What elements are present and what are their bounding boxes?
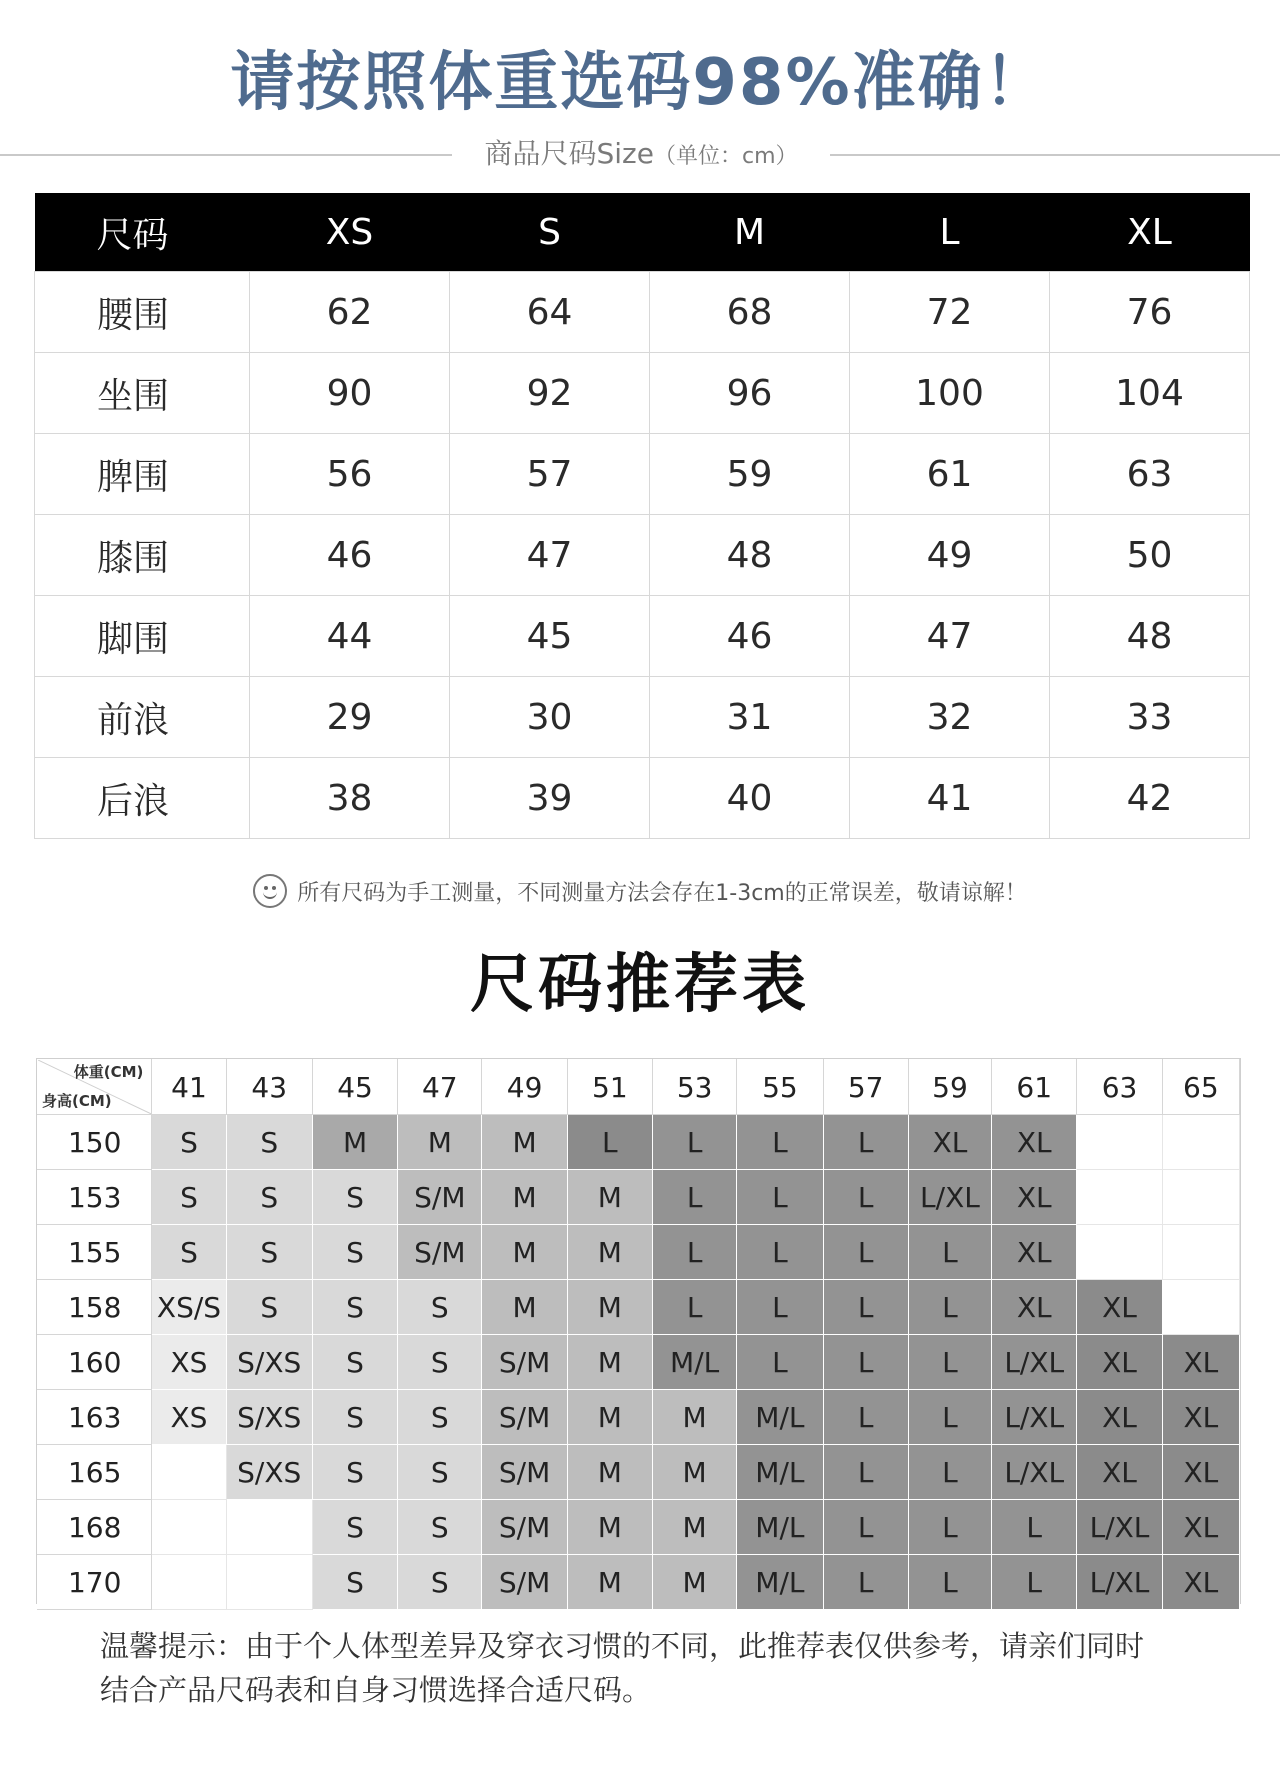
size-recommendation-cell: L/XL xyxy=(908,1170,991,1225)
size-recommendation-cell: S/M xyxy=(398,1225,482,1280)
measure-value: 68 xyxy=(650,272,850,353)
subtitle-main: 商品尺码Size xyxy=(484,137,654,170)
size-row xyxy=(35,515,1250,596)
measure-value: 92 xyxy=(450,353,650,434)
recommend-row xyxy=(38,1390,1240,1445)
size-header-cell: S xyxy=(450,193,650,272)
corner-cell xyxy=(38,1060,152,1115)
size-recommendation-cell: XL xyxy=(992,1225,1077,1280)
size-recommendation-cell: L xyxy=(823,1170,908,1225)
size-recommendation-cell: S/M xyxy=(482,1445,567,1500)
size-recommendation-cell: M xyxy=(567,1335,652,1390)
size-recommendation-cell xyxy=(1162,1225,1239,1280)
height-label: 163 xyxy=(38,1390,152,1445)
weight-header: 55 xyxy=(737,1060,823,1115)
size-recommendation-cell: M/L xyxy=(737,1500,823,1555)
measure-value: 40 xyxy=(650,758,850,839)
size-recommendation-cell: XL xyxy=(1162,1390,1239,1445)
size-recommendation-cell: M xyxy=(482,1225,567,1280)
size-recommendation-cell: XS xyxy=(152,1390,226,1445)
size-recommendation-cell: L/XL xyxy=(992,1335,1077,1390)
size-recommendation-cell: L xyxy=(823,1225,908,1280)
height-label: 168 xyxy=(38,1500,152,1555)
weight-header: 65 xyxy=(1162,1060,1239,1115)
size-recommendation-cell: S xyxy=(312,1445,397,1500)
size-recommendation-cell xyxy=(1077,1170,1162,1225)
size-recommendation-cell xyxy=(226,1500,312,1555)
size-recommendation-cell: S/XS xyxy=(226,1445,312,1500)
measure-value: 30 xyxy=(450,677,650,758)
size-row xyxy=(35,758,1250,839)
size-recommendation-cell: S/M xyxy=(482,1555,567,1610)
size-recommendation-cell: L xyxy=(908,1335,991,1390)
size-table-header xyxy=(35,193,1250,272)
measure-value: 44 xyxy=(250,596,450,677)
size-recommendation-cell: M xyxy=(482,1280,567,1335)
size-recommendation-cell: S xyxy=(226,1280,312,1335)
recommend-table xyxy=(37,1059,1240,1610)
measure-label: 脾围 xyxy=(35,434,250,515)
size-recommendation-cell: S xyxy=(398,1500,482,1555)
size-recommendation-cell: L xyxy=(823,1390,908,1445)
size-recommendation-cell: L xyxy=(992,1500,1077,1555)
weight-header: 53 xyxy=(653,1060,737,1115)
size-recommendation-cell: M xyxy=(653,1445,737,1500)
measure-label: 腰围 xyxy=(35,272,250,353)
size-recommendation-cell: S xyxy=(226,1225,312,1280)
size-recommendation-cell: M xyxy=(653,1500,737,1555)
weight-header: 47 xyxy=(398,1060,482,1115)
size-recommendation-cell: L xyxy=(908,1555,991,1610)
size-recommendation-cell: L xyxy=(737,1335,823,1390)
size-recommendation-cell: M xyxy=(567,1445,652,1500)
size-recommendation-cell: S xyxy=(312,1225,397,1280)
size-recommendation-cell: S xyxy=(312,1280,397,1335)
measure-label: 脚围 xyxy=(35,596,250,677)
measure-value: 50 xyxy=(1050,515,1250,596)
height-label: 160 xyxy=(38,1335,152,1390)
size-recommendation-cell: L xyxy=(823,1115,908,1170)
size-recommendation-cell: L xyxy=(653,1280,737,1335)
tip-line-1: 温馨提示：由于个人体型差异及穿衣习惯的不同，此推荐表仅供参考，请亲们同时 xyxy=(100,1629,1145,1663)
size-recommendation-cell: L xyxy=(567,1115,652,1170)
size-recommendation-cell: S xyxy=(312,1555,397,1610)
size-header-cell: XS xyxy=(250,193,450,272)
size-recommendation-cell xyxy=(152,1445,226,1500)
recommend-row xyxy=(38,1500,1240,1555)
size-recommendation-cell xyxy=(152,1500,226,1555)
size-recommendation-cell: L xyxy=(823,1280,908,1335)
recommend-row xyxy=(38,1555,1240,1610)
size-recommendation-cell: S/M xyxy=(482,1390,567,1445)
weight-axis-label: 体重(CM) xyxy=(73,1063,144,1081)
recommend-row xyxy=(38,1170,1240,1225)
measure-value: 96 xyxy=(650,353,850,434)
size-recommendation-cell: M/L xyxy=(737,1390,823,1445)
size-recommendation-cell: XL xyxy=(1077,1335,1162,1390)
size-recommendation-cell: L xyxy=(737,1115,823,1170)
measure-value: 49 xyxy=(850,515,1050,596)
measure-value: 56 xyxy=(250,434,450,515)
size-recommendation-cell: M xyxy=(482,1115,567,1170)
measure-value: 100 xyxy=(850,353,1050,434)
recommend-row xyxy=(38,1115,1240,1170)
measure-label: 后浪 xyxy=(35,758,250,839)
tip xyxy=(100,1624,1220,1712)
size-recommendation-cell: M/L xyxy=(737,1445,823,1500)
weight-header: 49 xyxy=(482,1060,567,1115)
size-recommendation-cell: L xyxy=(823,1500,908,1555)
recommend-row xyxy=(38,1445,1240,1500)
size-recommendation-cell: L xyxy=(908,1390,991,1445)
measure-value: 90 xyxy=(250,353,450,434)
size-recommendation-cell xyxy=(226,1555,312,1610)
size-recommendation-cell: S xyxy=(152,1225,226,1280)
measure-label: 前浪 xyxy=(35,677,250,758)
measure-value: 48 xyxy=(1050,596,1250,677)
size-recommendation-cell xyxy=(1077,1225,1162,1280)
measure-value: 62 xyxy=(250,272,450,353)
size-recommendation-cell: L xyxy=(737,1280,823,1335)
size-recommendation-cell: S xyxy=(312,1335,397,1390)
size-recommendation-cell: M xyxy=(398,1115,482,1170)
size-recommendation-cell: XL xyxy=(1077,1280,1162,1335)
size-recommendation-cell: L xyxy=(992,1555,1077,1610)
measure-value: 45 xyxy=(450,596,650,677)
size-recommendation-cell: M xyxy=(567,1555,652,1610)
weight-header: 57 xyxy=(823,1060,908,1115)
measure-value: 47 xyxy=(450,515,650,596)
size-recommendation-cell: S xyxy=(152,1115,226,1170)
size-recommendation-cell: L xyxy=(908,1445,991,1500)
subtitle xyxy=(452,136,830,175)
recommend-header-row xyxy=(38,1060,1240,1115)
size-recommendation-cell: XL xyxy=(1162,1335,1239,1390)
headline: 请按照体重选码98%准确！ xyxy=(230,46,1050,120)
smiley-icon xyxy=(253,874,287,908)
size-recommendation-cell: XS xyxy=(152,1335,226,1390)
weight-header: 51 xyxy=(567,1060,652,1115)
weight-header: 61 xyxy=(992,1060,1077,1115)
size-recommendation-cell: XL xyxy=(992,1115,1077,1170)
size-recommendation-cell: XL xyxy=(1077,1390,1162,1445)
size-recommendation-cell: S/XS xyxy=(226,1335,312,1390)
measure-value: 31 xyxy=(650,677,850,758)
size-row xyxy=(35,272,1250,353)
size-recommendation-cell: L xyxy=(823,1445,908,1500)
measure-value: 38 xyxy=(250,758,450,839)
size-recommendation-cell: S xyxy=(226,1115,312,1170)
size-row xyxy=(35,677,1250,758)
size-table xyxy=(34,193,1250,839)
size-recommendation-cell xyxy=(1162,1170,1239,1225)
size-recommendation-cell: M xyxy=(653,1555,737,1610)
size-recommendation-cell: L xyxy=(823,1555,908,1610)
measure-value: 41 xyxy=(850,758,1050,839)
size-recommendation-cell: L xyxy=(737,1170,823,1225)
size-recommendation-cell: L xyxy=(653,1115,737,1170)
size-recommendation-cell: M/L xyxy=(653,1335,737,1390)
size-recommendation-cell: L xyxy=(653,1225,737,1280)
divider-right xyxy=(830,154,1280,156)
size-recommendation-cell: S xyxy=(398,1335,482,1390)
size-recommendation-cell: XL xyxy=(908,1115,991,1170)
recommend-row xyxy=(38,1280,1240,1335)
size-recommendation-cell xyxy=(1162,1280,1239,1335)
size-recommendation-cell: S xyxy=(226,1170,312,1225)
size-recommendation-cell: XL xyxy=(1077,1445,1162,1500)
weight-header: 59 xyxy=(908,1060,991,1115)
measure-value: 63 xyxy=(1050,434,1250,515)
measure-value: 46 xyxy=(250,515,450,596)
measure-label: 膝围 xyxy=(35,515,250,596)
size-recommendation-cell xyxy=(1162,1115,1239,1170)
recommend-title: 尺码推荐表 xyxy=(470,948,810,1022)
weight-header: 45 xyxy=(312,1060,397,1115)
measure-value: 48 xyxy=(650,515,850,596)
weight-header: 43 xyxy=(226,1060,312,1115)
size-recommendation-cell: S/M xyxy=(482,1500,567,1555)
height-label: 170 xyxy=(38,1555,152,1610)
measure-value: 57 xyxy=(450,434,650,515)
size-recommendation-cell: S xyxy=(312,1170,397,1225)
height-label: 153 xyxy=(38,1170,152,1225)
height-label: 158 xyxy=(38,1280,152,1335)
size-recommendation-cell: L xyxy=(823,1335,908,1390)
size-recommendation-cell: L/XL xyxy=(1077,1500,1162,1555)
size-recommendation-cell: L/XL xyxy=(1077,1555,1162,1610)
size-recommendation-cell: M xyxy=(653,1390,737,1445)
height-label: 150 xyxy=(38,1115,152,1170)
size-recommendation-cell: XL xyxy=(992,1280,1077,1335)
recommend-row xyxy=(38,1335,1240,1390)
subtitle-row xyxy=(0,136,1280,172)
size-recommendation-cell: M xyxy=(567,1500,652,1555)
measure-value: 61 xyxy=(850,434,1050,515)
size-recommendation-cell: M xyxy=(567,1280,652,1335)
measure-value: 104 xyxy=(1050,353,1250,434)
recommend-table-wrap xyxy=(36,1058,1241,1604)
divider-left xyxy=(0,154,452,156)
size-row xyxy=(35,353,1250,434)
size-recommendation-cell: L xyxy=(908,1280,991,1335)
size-recommendation-cell: XL xyxy=(992,1170,1077,1225)
size-recommendation-cell: XL xyxy=(1162,1555,1239,1610)
size-header-label: 尺码 xyxy=(35,193,250,272)
size-recommendation-cell: S xyxy=(152,1170,226,1225)
size-recommendation-cell: L/XL xyxy=(992,1445,1077,1500)
size-recommendation-cell: L xyxy=(908,1225,991,1280)
weight-header: 63 xyxy=(1077,1060,1162,1115)
size-recommendation-cell: M xyxy=(312,1115,397,1170)
measure-value: 32 xyxy=(850,677,1050,758)
note-row xyxy=(0,874,1280,914)
size-recommendation-cell xyxy=(152,1555,226,1610)
height-axis-label: 身高(CM) xyxy=(42,1092,112,1110)
size-recommendation-cell: L xyxy=(908,1500,991,1555)
size-recommendation-cell: S xyxy=(312,1390,397,1445)
measure-value: 33 xyxy=(1050,677,1250,758)
size-header-cell: XL xyxy=(1050,193,1250,272)
tip-line-2: 结合产品尺码表和自身习惯选择合适尺码。 xyxy=(100,1673,652,1707)
size-header-cell: L xyxy=(850,193,1050,272)
size-recommendation-cell: XL xyxy=(1162,1500,1239,1555)
measure-label: 坐围 xyxy=(35,353,250,434)
note-text: 所有尺码为手工测量，不同测量方法会存在1-3cm的正常误差，敬请谅解！ xyxy=(297,880,1027,906)
recommend-row xyxy=(38,1225,1240,1280)
weight-header: 41 xyxy=(152,1060,226,1115)
measure-value: 64 xyxy=(450,272,650,353)
size-recommendation-cell: S xyxy=(312,1500,397,1555)
size-recommendation-cell: S/M xyxy=(398,1170,482,1225)
size-recommendation-cell xyxy=(1077,1115,1162,1170)
subtitle-unit: （单位：cm） xyxy=(653,144,798,169)
height-label: 165 xyxy=(38,1445,152,1500)
size-recommendation-cell: L/XL xyxy=(992,1390,1077,1445)
size-recommendation-cell: S xyxy=(398,1390,482,1445)
size-row xyxy=(35,596,1250,677)
measure-value: 76 xyxy=(1050,272,1250,353)
size-recommendation-cell: XL xyxy=(1162,1445,1239,1500)
measure-value: 72 xyxy=(850,272,1050,353)
size-recommendation-cell: M xyxy=(567,1225,652,1280)
size-recommendation-cell: XS/S xyxy=(152,1280,226,1335)
measure-value: 47 xyxy=(850,596,1050,677)
size-recommendation-cell: M xyxy=(567,1170,652,1225)
size-recommendation-cell: M xyxy=(567,1390,652,1445)
size-recommendation-cell: S/M xyxy=(482,1335,567,1390)
size-recommendation-cell: S xyxy=(398,1445,482,1500)
height-label: 155 xyxy=(38,1225,152,1280)
size-recommendation-cell: S xyxy=(398,1555,482,1610)
measure-value: 39 xyxy=(450,758,650,839)
size-recommendation-cell: S/XS xyxy=(226,1390,312,1445)
measure-value: 42 xyxy=(1050,758,1250,839)
measure-value: 29 xyxy=(250,677,450,758)
size-recommendation-cell: M/L xyxy=(737,1555,823,1610)
measure-value: 46 xyxy=(650,596,850,677)
size-recommendation-cell: L xyxy=(653,1170,737,1225)
size-row xyxy=(35,434,1250,515)
size-recommendation-cell: S xyxy=(398,1280,482,1335)
size-header-cell: M xyxy=(650,193,850,272)
measure-value: 59 xyxy=(650,434,850,515)
size-recommendation-cell: M xyxy=(482,1170,567,1225)
size-recommendation-cell: L xyxy=(737,1225,823,1280)
